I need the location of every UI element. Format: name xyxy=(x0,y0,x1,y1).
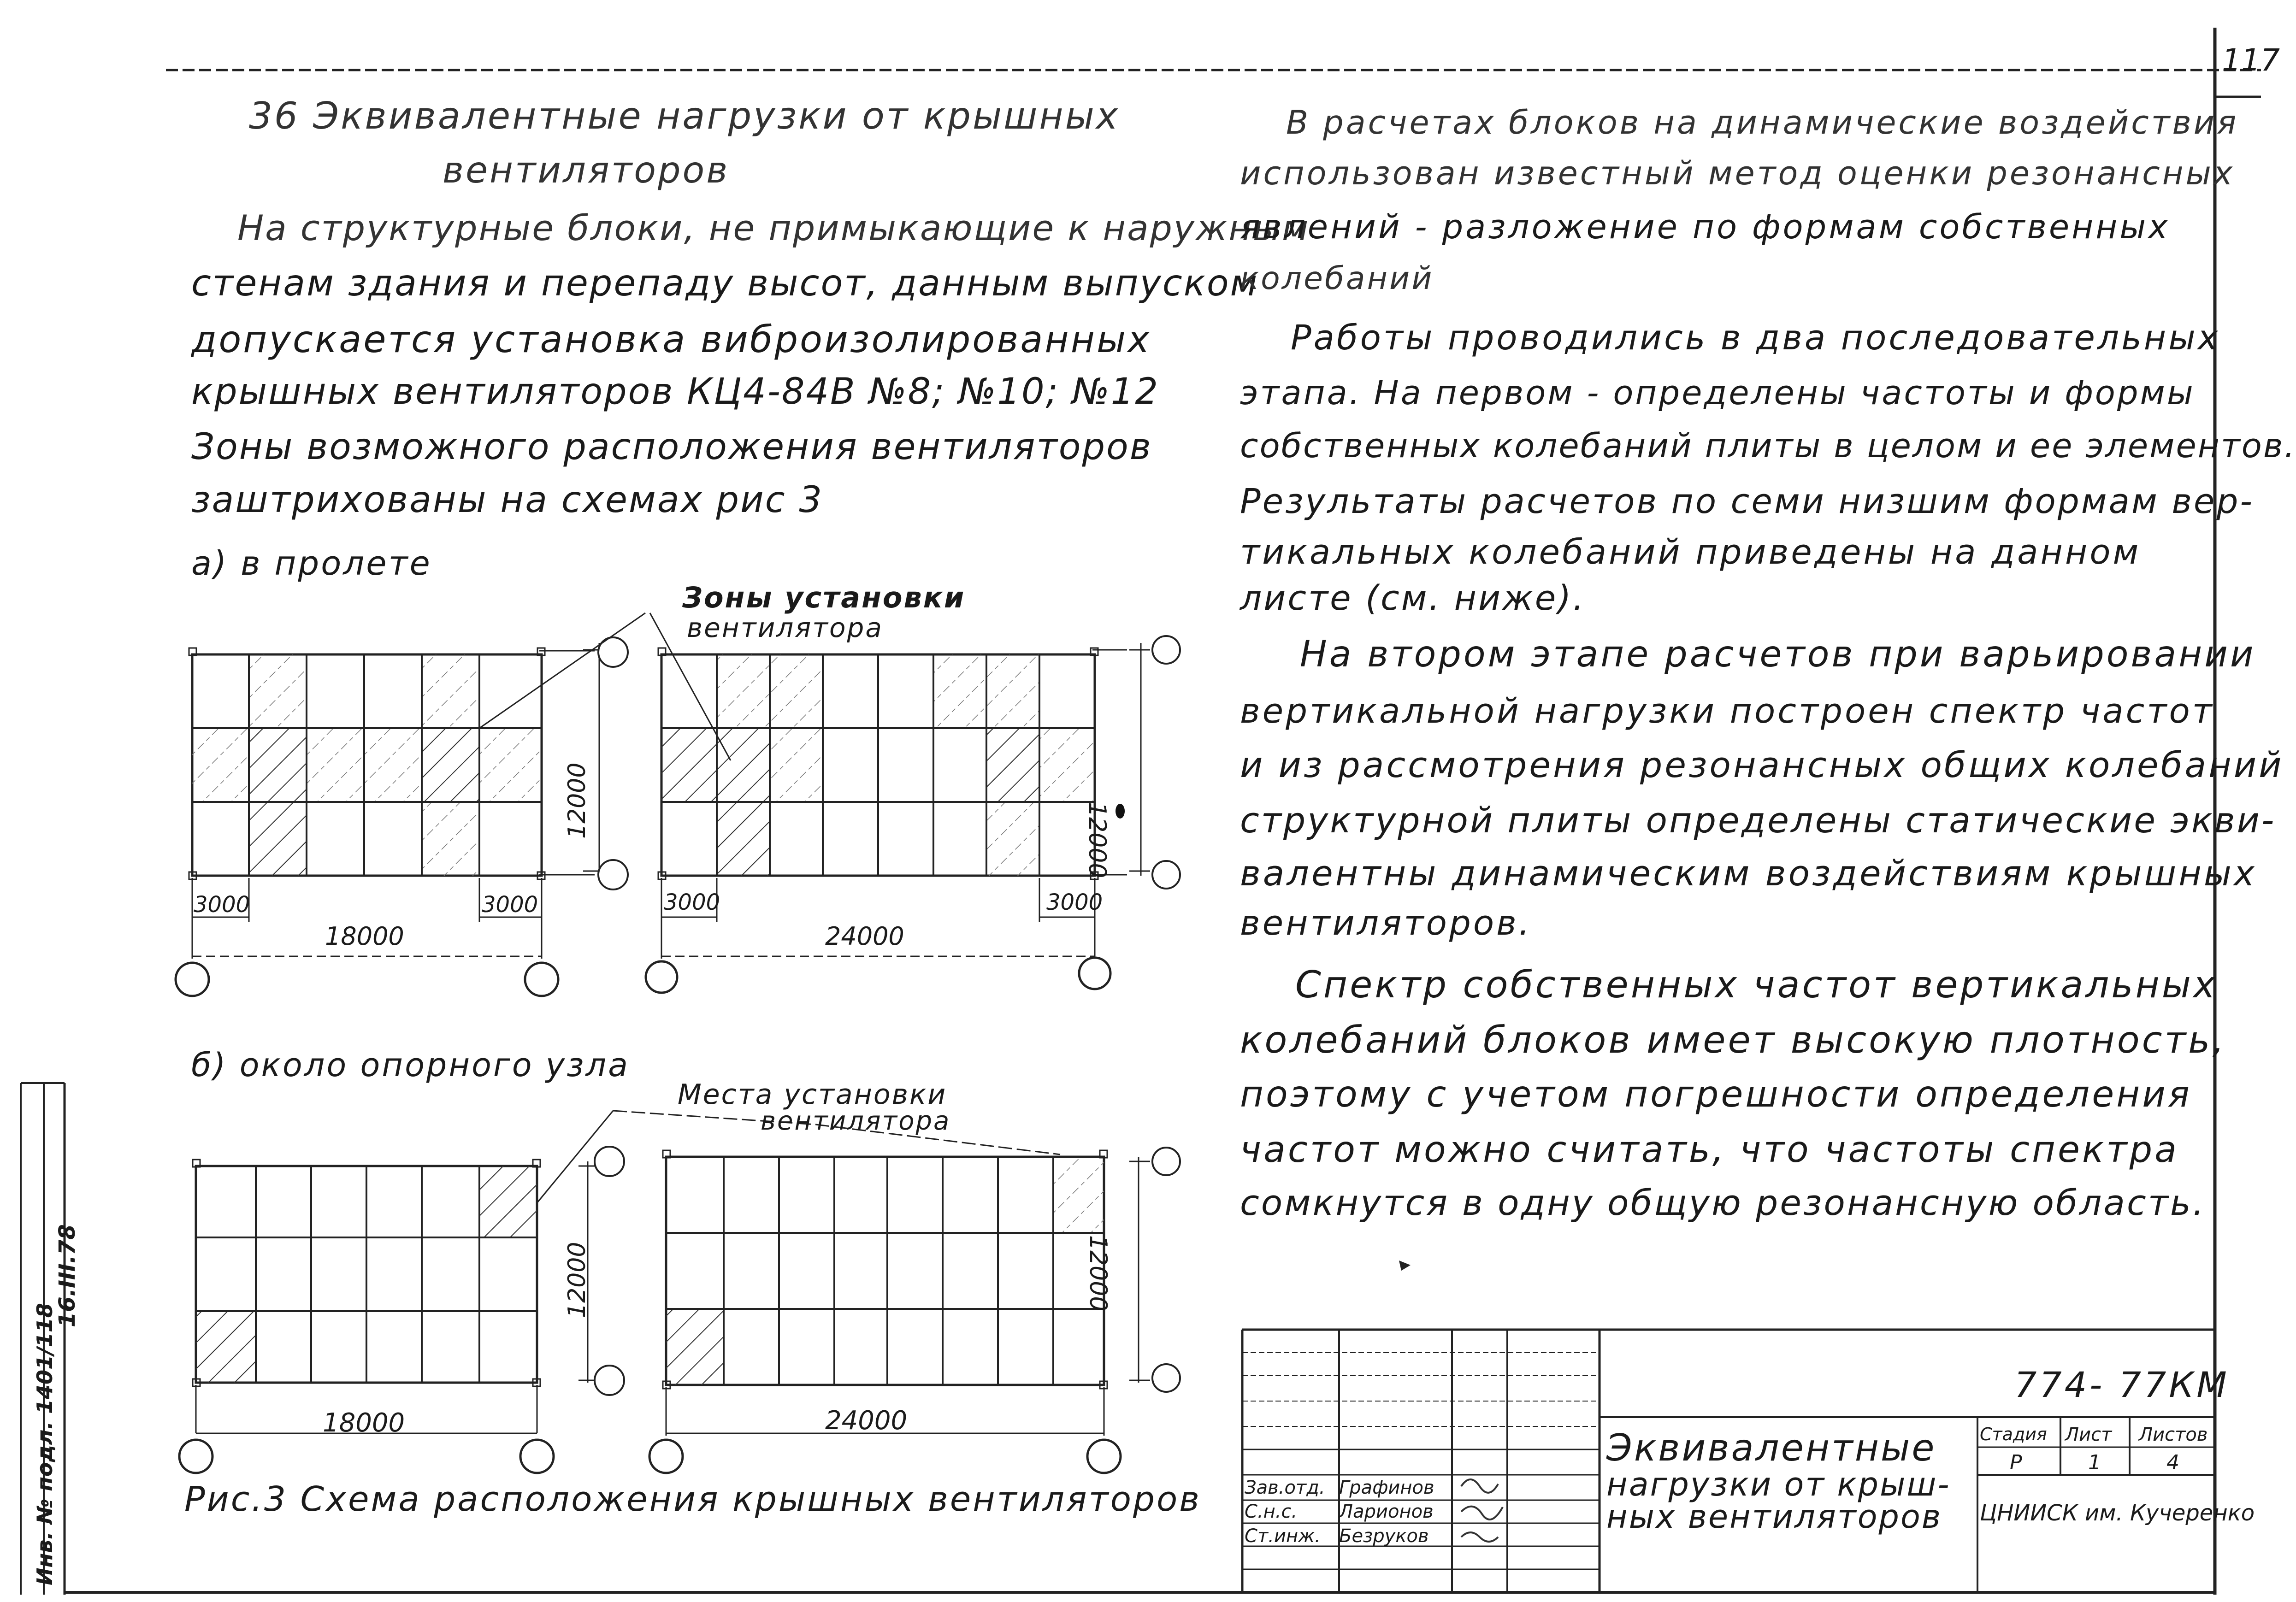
right-line-5: Работы проводились в два последовательных xyxy=(1291,318,2220,358)
right-line-14: структурной плиты определены статические экви- xyxy=(1240,800,2276,841)
sheet-value: 1 xyxy=(2088,1451,2101,1474)
right-line-21: сомкнутся в одну общую резонансную область. xyxy=(1240,1182,2206,1223)
dim-a1-12000: 12000 xyxy=(563,762,591,839)
role-head-dept: Зав.отд. xyxy=(1245,1477,1325,1498)
title-line-1: Эквивалентные xyxy=(1606,1426,1936,1469)
drawing-code: 774- 77КМ xyxy=(2014,1364,2230,1405)
zones-label-line2: вентилятора xyxy=(687,612,883,643)
right-line-12: вертикальной нагрузки построен спектр частот xyxy=(1240,691,2214,731)
name-larionov: Ларионов xyxy=(1339,1501,1434,1522)
dim-a1-3000-left: 3000 xyxy=(194,892,250,918)
left-para-line-1: На структурные блоки, не примыкающие к наружным xyxy=(237,207,1310,248)
places-label-line1: Места установки xyxy=(678,1078,947,1111)
dim-b1-12000: 12000 xyxy=(563,1242,591,1318)
right-line-13: и из рассмотрения резонансных общих колебаний xyxy=(1240,744,2284,785)
left-para-line-3: допускается установка виброизолированных xyxy=(191,318,1151,361)
dim-a2-12000: 12000 xyxy=(1083,802,1111,878)
dim-a2-24000: 24000 xyxy=(825,922,904,951)
section-heading-line1: 36 Эквивалентные нагрузки от крышных xyxy=(249,94,1120,137)
col-sheet-label: Лист xyxy=(2065,1424,2112,1445)
right-line-7: собственных колебаний плиты в целом и ее элементов. xyxy=(1240,426,2296,465)
ink-mark xyxy=(1399,1260,1411,1271)
right-line-6: этапа. На первом - определены частоты и формы xyxy=(1240,373,2195,412)
right-line-17: Спектр собственных частот вертикальных xyxy=(1295,963,2218,1006)
right-line-3: явлений - разложение по формам собственных xyxy=(1240,207,2170,246)
stage-value: Р xyxy=(2010,1451,2022,1474)
dim-a1-18000: 18000 xyxy=(325,922,404,951)
dim-a1-3000-right: 3000 xyxy=(482,892,538,918)
left-para-line-2: стенам здания и перепаду высот, данным выпуском xyxy=(191,263,1259,304)
right-line-18: колебаний блоков имеет высокую плотность, xyxy=(1240,1019,2226,1061)
name-bezrukov: Безруков xyxy=(1339,1525,1429,1547)
dim-b1-18000: 18000 xyxy=(323,1408,405,1438)
dim-a2-3000-left: 3000 xyxy=(664,889,720,915)
right-line-9: тикальных колебаний приведены на данном xyxy=(1240,532,2141,572)
section-a-label: а) в пролете xyxy=(191,544,432,583)
right-line-15: валентны динамическим воздействиям крышных xyxy=(1240,853,2257,894)
signatures xyxy=(1457,1468,1507,1551)
col-stage-label: Стадия xyxy=(1980,1424,2047,1444)
left-para-line-4: крышных вентиляторов КЦ4-84В №8; №10; №12 xyxy=(191,371,1160,412)
right-line-11: На втором этапе расчетов при варьировании xyxy=(1300,634,2256,675)
col-sheets-label: Листов xyxy=(2139,1424,2208,1445)
dim-b2-12000: 12000 xyxy=(1084,1235,1112,1312)
section-heading-line2: вентиляторов xyxy=(443,150,730,191)
sheets-value: 4 xyxy=(2166,1451,2179,1474)
left-para-line-5: Зоны возможного расположения вентиляторов xyxy=(191,426,1152,468)
right-line-10: листе (см. ниже). xyxy=(1240,578,1586,618)
organization: ЦНИИСК им. Кучеренко xyxy=(1980,1500,2255,1526)
right-line-20: частот можно считать, что частоты спектра xyxy=(1240,1129,2179,1171)
inventory-stamp-date: 16.III.78 xyxy=(54,1224,80,1327)
inventory-stamp-number: Инв. № подл. 1401/118 xyxy=(32,1303,57,1585)
page-number: 117 xyxy=(2222,42,2280,78)
right-line-4: колебаний xyxy=(1240,260,1434,297)
zones-label-line1: Зоны установки xyxy=(682,581,966,614)
right-line-2: использован известный метод оценки резонансных xyxy=(1240,154,2235,192)
right-line-19: поэтому с учетом погрешности определения xyxy=(1240,1074,2192,1115)
role-senior-engineer: Ст.инж. xyxy=(1245,1525,1321,1547)
name-grafinov: Графинов xyxy=(1339,1477,1434,1498)
right-line-1: В расчетах блоков на динамические воздействия xyxy=(1286,104,2239,141)
role-senior-researcher: С.н.с. xyxy=(1245,1501,1298,1522)
dim-b2-24000: 24000 xyxy=(825,1406,908,1436)
title-line-3: ных вентиляторов xyxy=(1606,1498,1942,1536)
right-line-8: Результаты расчетов по семи низшим формам вер- xyxy=(1240,482,2255,521)
places-label-line2: вентилятора xyxy=(761,1106,951,1136)
right-line-16: вентиляторов. xyxy=(1240,903,1532,943)
dim-a2-3000-right: 3000 xyxy=(1046,889,1103,915)
figure-caption: Рис.3 Схема расположения крышных вентиляторов xyxy=(184,1479,1201,1519)
left-para-line-6: заштрихованы на схемах рис 3 xyxy=(191,479,824,521)
title-line-2: нагрузки от крыш- xyxy=(1606,1466,1951,1503)
section-b-label: б) около опорного узла xyxy=(191,1046,630,1084)
